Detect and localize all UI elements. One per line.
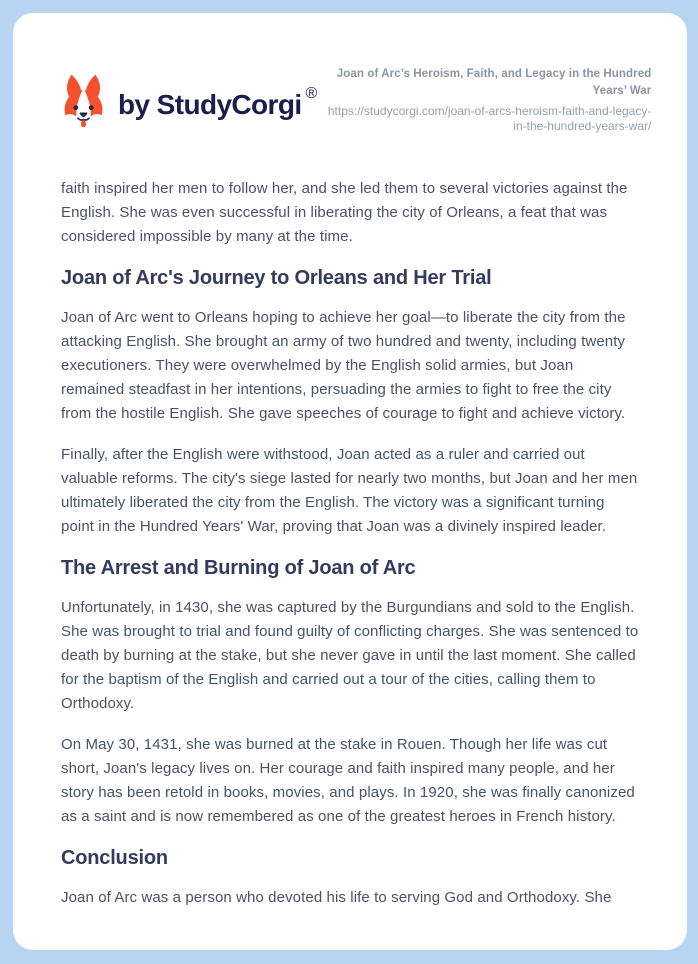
paragraph-journey-2: Finally, after the English were withstood, Joan acted as a ruler and carried out valuable reforms. The city's siege lasted for nearly two months, but Joan and her men ultimately liberated the city from the English. The victory was a significant turning point in the Hundred Years' War, proving that Joan was a divinely inspired leader. bbox=[61, 446, 638, 535]
essay-body bbox=[61, 177, 639, 910]
document-header bbox=[61, 63, 652, 134]
studycorgi-logo bbox=[61, 73, 317, 131]
corgi-icon bbox=[61, 73, 106, 131]
document-meta bbox=[317, 66, 651, 134]
document-url-link[interactable]: https://studycorgi.com/joan-of-arcs-heroism-faith-and-legacy-in-the-hundred-years-war/ bbox=[327, 104, 652, 133]
paragraph-intro-continuation: faith inspired her men to follow her, and she led them to several victories against the English. She was even successful in liberating the city of Orleans, a feat that was considered impossible by many at the time. bbox=[61, 180, 628, 245]
section-heading-arrest: The Arrest and Burning of Joan of Arc bbox=[61, 557, 416, 579]
paragraph-arrest-1: Unfortunately, in 1430, she was captured by the Burgundians and sold to the English. She was brought to trial and found guilty of conflicting charges. She was sentenced to death by burning at the stake, but she never gave in until the last moment. She called for the baptism of the English and carried out a tour of the cities, calling them to Orthodoxy. bbox=[61, 599, 639, 712]
document-title: Joan of Arc’s Heroism, Faith, and Legacy in the Hundred Years’ War bbox=[336, 68, 652, 97]
paragraph-arrest-2: On May 30, 1431, she was burned at the stake in Rouen. Though her life was cut short, Joan's legacy lives on. Her courage and faith inspired many people, and her story has been retold in books, movies, and plays. In 1920, she was finally canonized as a saint and is now remembered as one of the greatest heroes in French history. bbox=[61, 736, 635, 825]
paragraph-journey-1: Joan of Arc went to Orleans hoping to achieve her goal—to liberate the city from the attacking English. She brought an army of two hundred and twenty, including twenty executioners. They were overwhelmed by the English solid armies, but Joan remained steadfast in her intentions, persuading the armies to fight to free the city from the hostile English. She gave speeches of courage to fight and achieve victory. bbox=[61, 309, 626, 422]
section-heading-journey: Joan of Arc's Journey to Orleans and Her Trial bbox=[61, 267, 492, 289]
document-card bbox=[13, 13, 687, 950]
section-heading-conclusion: Conclusion bbox=[61, 847, 168, 869]
paragraph-conclusion: Joan of Arc was a person who devoted his life to serving God and Orthodoxy. She bbox=[61, 889, 612, 906]
registered-trademark-icon: ® bbox=[305, 85, 318, 102]
brand-name: by StudyCorgi bbox=[118, 89, 302, 120]
